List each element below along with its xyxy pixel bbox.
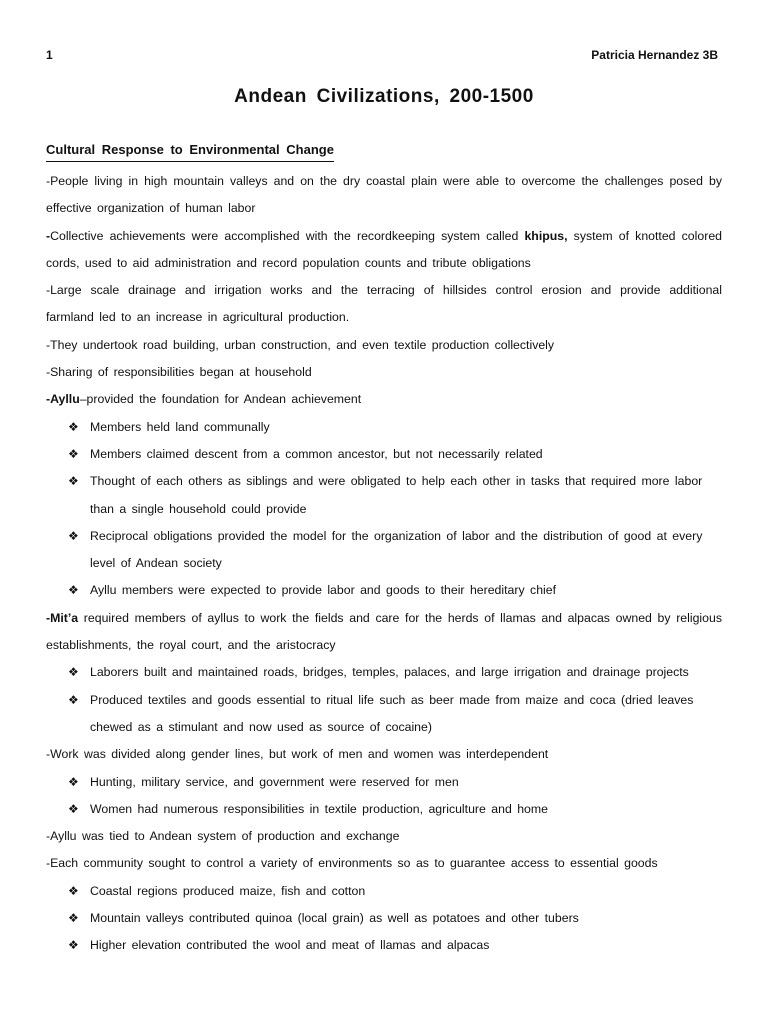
paragraph-text: –provided the foundation for Andean achievement <box>79 392 362 407</box>
document-body <box>46 140 722 960</box>
key-term: khipus, <box>524 228 568 243</box>
bullet-item <box>46 659 722 686</box>
paragraph <box>46 332 722 359</box>
dash-prefix: - <box>46 610 51 625</box>
paragraph <box>46 168 722 223</box>
paragraph-text: -Sharing of responsibilities began at household <box>46 365 312 380</box>
author-header: Patricia Hernandez 3B <box>591 48 718 62</box>
bullet-item <box>46 468 722 523</box>
bullet-item <box>46 769 722 796</box>
paragraph-text: -Large scale drainage and irrigation works and the terracing of hillsides control erosion and provide additional farmland led to an increase in agricultural production. <box>46 283 722 325</box>
bullet-item <box>46 905 722 932</box>
paragraph <box>46 741 722 768</box>
paragraph <box>46 277 722 332</box>
bullet-text: Women had numerous responsibilities in textile production, agriculture and home <box>90 801 548 816</box>
paragraph <box>46 223 722 278</box>
bullet-text: Thought of each others as siblings and were obligated to help each other in tasks that required more labor than a single household could provide <box>90 474 703 516</box>
paragraph-text: -They undertook road building, urban construction, and even textile production collectively <box>46 337 555 352</box>
bullet-item <box>46 687 722 742</box>
paragraph-text: required members of ayllus to work the fields and care for the herds of llamas and alpacas owned by religious establishments, the royal court, and the aristocracy <box>46 610 722 653</box>
diamond-bullet-icon: ❖ <box>68 883 79 898</box>
diamond-bullet-icon: ❖ <box>68 938 79 953</box>
diamond-bullet-icon: ❖ <box>68 474 79 489</box>
diamond-bullet-icon: ❖ <box>68 801 79 816</box>
page-number: 1 <box>46 48 53 62</box>
diamond-bullet-icon: ❖ <box>68 665 79 680</box>
bullet-text: Members held land communally <box>90 419 270 434</box>
bullet-text: Ayllu members were expected to provide labor and goods to their hereditary chief <box>90 583 557 598</box>
bullet-item <box>46 523 722 578</box>
paragraph <box>46 359 722 386</box>
diamond-bullet-icon: ❖ <box>68 911 79 926</box>
paragraph-text: system of knotted colored cords, used to aid administration and record population counts and tribute obligations <box>46 228 722 270</box>
paragraph <box>46 850 722 877</box>
diamond-bullet-icon: ❖ <box>68 774 79 789</box>
bullet-text: Mountain valleys contributed quinoa (local grain) as well as potatoes and other tubers <box>90 911 579 926</box>
paragraph-text: -Work was divided along gender lines, but work of men and women was interdependent <box>46 747 549 762</box>
page-title: Andean Civilizations, 200-1500 <box>234 86 534 107</box>
bullet-item <box>46 796 722 823</box>
bullet-text: Higher elevation contributed the wool and meat of llamas and alpacas <box>90 938 490 953</box>
bullet-item <box>46 414 722 441</box>
bullet-item <box>46 577 722 604</box>
key-term: -Ayllu <box>46 392 80 407</box>
diamond-bullet-icon: ❖ <box>68 528 79 543</box>
paragraph <box>46 386 722 413</box>
paragraph-text: -People living in high mountain valleys and on the dry coastal plain were able to overcome the challenges posed by effective organization of human labor <box>46 174 722 216</box>
paragraph-text: -Ayllu was tied to Andean system of production and exchange <box>46 829 400 844</box>
bullet-text: Produced textiles and goods essential to ritual life such as beer made from maize and coca (dried leaves chewed as a stimulant and now used as source of cocaine) <box>90 692 694 734</box>
paragraph-text: -Each community sought to control a variety of environments so as to guarantee access to essential goods <box>46 856 658 871</box>
diamond-bullet-icon: ❖ <box>68 692 79 707</box>
bullet-text: Coastal regions produced maize, fish and cotton <box>90 883 366 898</box>
bullet-item <box>46 878 722 905</box>
bullet-item <box>46 932 722 959</box>
bullet-text: Hunting, military service, and government were reserved for men <box>90 774 459 789</box>
bullet-text: Laborers built and maintained roads, bridges, temples, palaces, and large irrigation and drainage projects <box>90 665 689 680</box>
bullet-text: Reciprocal obligations provided the model for the organization of labor and the distribution of good at every level of Andean society <box>90 528 703 571</box>
diamond-bullet-icon: ❖ <box>68 583 79 598</box>
bullet-item <box>46 441 722 468</box>
paragraph <box>46 605 722 660</box>
dash-prefix: - <box>46 228 51 243</box>
diamond-bullet-icon: ❖ <box>68 419 79 434</box>
paragraph <box>46 823 722 850</box>
section-heading: Cultural Response to Environmental Change <box>46 140 334 162</box>
paragraph-text: Collective achievements were accomplished with the recordkeeping system called <box>50 228 525 243</box>
key-term: Mit’a <box>50 610 79 625</box>
entries-list <box>46 168 722 960</box>
bullet-text: Members claimed descent from a common ancestor, but not necessarily related <box>90 446 543 461</box>
diamond-bullet-icon: ❖ <box>68 446 79 461</box>
